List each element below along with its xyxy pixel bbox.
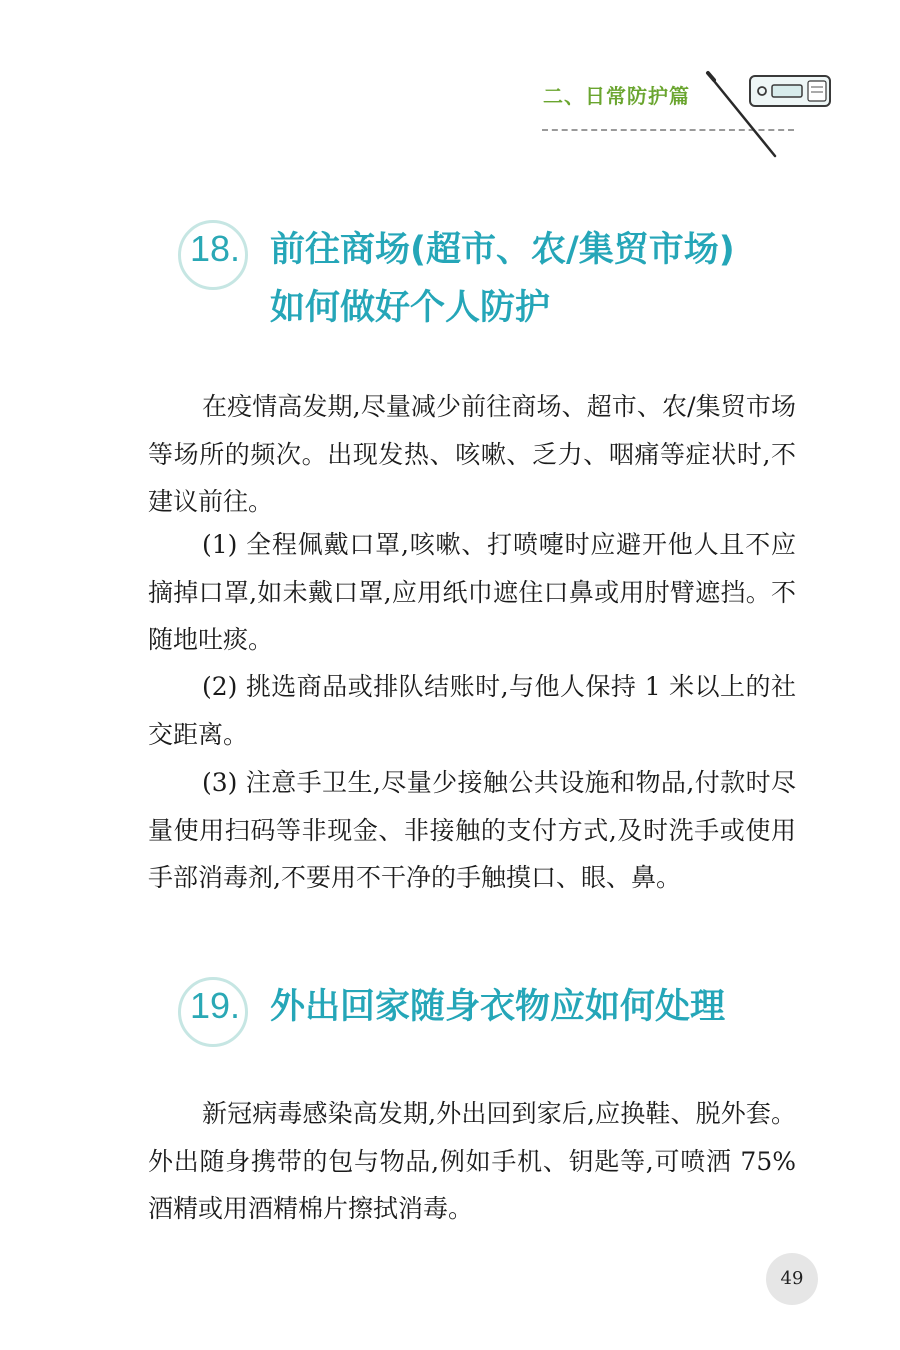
swab-and-test-cassette-icon [700,68,840,163]
section-number: 18. [190,228,241,269]
chapter-title: 二、日常防护篇 [543,84,690,108]
page-number: 49 [780,1268,804,1289]
paragraph: (3) 注意手卫生,尽量少接触公共设施和物品,付款时尽量使用扫码等非现金、非接触的支付方式,及时洗手或使用手部消毒剂,不要用不干净的手触摸口、眼、鼻。 [148,768,796,892]
section-title-line: 如何做好个人防护 [270,288,551,328]
paragraph: 在疫情高发期,尽量减少前往商场、超市、农/集贸市场等场所的频次。出现发热、咳嗽、乏力、咽痛等症状时,不建议前往。 [148,392,796,516]
section-title-line: 外出回家随身衣物应如何处理 [270,987,726,1027]
section-number: 19. [190,985,241,1026]
paragraph: (1) 全程佩戴口罩,咳嗽、打喷嚏时应避开他人且不应摘掉口罩,如未戴口罩,应用纸巾遮住口鼻或用肘臂遮挡。不随地吐痰。 [148,530,796,654]
section-title-line: 前往商场(超市、农/集贸市场) [270,230,735,270]
paragraph: 新冠病毒感染高发期,外出回到家后,应换鞋、脱外套。外出随身携带的包与物品,例如手机、钥匙等,可喷洒 75% 酒精或用酒精棉片擦拭消毒。 [148,1099,796,1223]
paragraph: (2) 挑选商品或排队结账时,与他人保持 1 米以上的社交距离。 [148,672,796,749]
